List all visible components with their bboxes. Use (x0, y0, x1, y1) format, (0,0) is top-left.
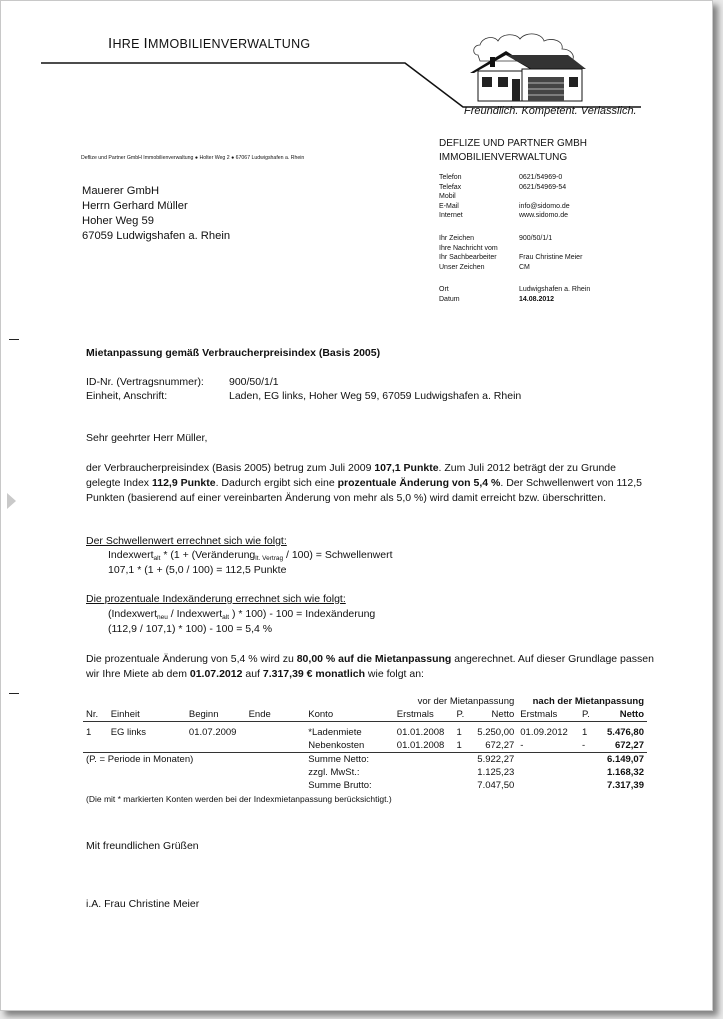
group-before: vor der Mietanpassung (417, 696, 515, 707)
contact-row: Mobil (439, 193, 456, 201)
reference-table (439, 234, 582, 272)
contact-table (439, 173, 570, 221)
contact-row: Telefax 0621/54969-54 (439, 183, 567, 191)
change-heading: Die prozentuale Indexänderung errechnet sich wie folgt: (86, 593, 346, 605)
table-row: 1 EG links 01.07.2009 *Ladenmiete 01.01.2008 1 5.250,00 01.09.2012 1 5.476,80 (86, 727, 644, 738)
totals-row: Summe Brutto: 7.047,50 7.317,39 (308, 780, 644, 791)
sender-line-1: DEFLIZE UND PARTNER GMBH (439, 138, 587, 149)
signature: i.A. Frau Christine Meier (86, 898, 200, 910)
unit-label: Einheit, Anschrift: (86, 390, 168, 402)
recipient-line: 67059 Ludwigshafen a. Rhein (82, 230, 231, 242)
contact-row: Internet www.sidomo.de (439, 212, 569, 220)
id-label: ID-Nr. (Vertragsnummer): (86, 376, 204, 388)
table-header-row: Nr. Einheit Beginn Ende Konto Erstmals P. Netto Erstmals P. Netto (83, 708, 647, 722)
threshold-heading: Der Schwellenwert errechnet sich wie folgt: (86, 535, 287, 547)
change-formula: (Indexwert$_{neu}$ / Indexwert$_{alt}$ ) * 100) - 100 = Indexänderung (108, 608, 376, 621)
rent-table (83, 695, 647, 805)
company-header: IHRE IMMOBILIENVERWALTUNG (108, 35, 311, 52)
recipient-line: Mauerer GmbH (82, 185, 160, 197)
period-note: (P. = Periode in Monaten) (86, 754, 194, 765)
id-value: 900/50/1/1 (229, 376, 279, 388)
threshold-formula: Indexwert$_{alt}$ * (1 + (Veränderung$_{lt. Vertrag}$ / 100) = Schwellenwert (108, 549, 393, 562)
sender-name (439, 137, 587, 165)
paragraph-index: der Verbraucherpreisindex (Basis 2005) betrug zum Juli 2009 107,1 Punkte. Zum Juli 2012 beträgt der zu Grunde gelegte Index 112,9 Punkte. Dadurch ergibt sich eine prozentuale Änderung von 5,4 %. Der Schwellenwert von 112,5 Punkten (basierend auf einer vereinbarten Änderung von mehr als 5,0 %) wird damit erreicht bzw. überschritten. (86, 462, 642, 504)
sender-line-2: IMMOBILIENVERWALTUNG (439, 152, 568, 163)
place-date-table (439, 285, 590, 304)
ref-row: Ihr Sachbearbeiter Frau Christine Meier (439, 254, 583, 262)
group-after: nach der Mietanpassung (532, 696, 644, 707)
threshold-calc: 107,1 * (1 + (5,0 / 100) = 112,5 Punkte (108, 564, 287, 576)
paragraph-adjustment: Die prozentuale Änderung von 5,4 % wird zu 80,00 % auf die Mietanpassung angerechnet. Auf dieser Grundlage passen wir Ihre Miete ab dem 01.07.2012 auf 7.317,39 € monatlich wie folgt an: (86, 653, 654, 680)
fold-mark (9, 693, 19, 694)
ref-row: Ihr Zeichen 900/50/1/1 (439, 235, 553, 242)
recipient-address (82, 184, 230, 244)
return-address: Deflize und Partner GmbH Immobilienverwaltung ● Holter Weg 2 ● 67067 Ludwigshafen a. Rhein (81, 155, 305, 161)
table-group-header (83, 695, 647, 708)
table-row: Nebenkosten 01.01.2008 1 672,27 - - 672,27 (83, 739, 647, 753)
closing: Mit freundlichen Grüßen (86, 840, 199, 852)
house-logo-icon (466, 27, 586, 103)
subject: Mietanpassung gemäß Verbraucherpreisindex (Basis 2005) (86, 347, 381, 359)
unit-value: Laden, EG links, Hoher Weg 59, 67059 Ludwigshafen a. Rhein (229, 390, 522, 402)
recipient-line: Hoher Weg 59 (82, 215, 154, 227)
contact-row: E-Mail info@sidomo.de (439, 202, 570, 210)
date-row: Datum 14.08.2012 (439, 295, 555, 303)
totals-row: (P. = Periode in Monaten) Summe Netto: 5.922,27 6.149,07 (83, 753, 647, 767)
page-marker-icon (7, 493, 16, 509)
recipient-line: Herrn Gerhard Müller (82, 200, 188, 212)
footnote-row (83, 792, 647, 805)
totals-row: zzgl. MwSt.: 1.125,23 1.168,32 (308, 767, 644, 778)
contact-row: Telefon 0621/54969-0 (439, 174, 563, 181)
change-calc: (112,9 / 107,1) * 100) - 100 = 5,4 % (108, 623, 273, 635)
salutation: Sehr geehrter Herr Müller, (86, 432, 208, 444)
ref-row: Ihre Nachricht vom (439, 244, 498, 252)
ref-row: Unser Zeichen CM (439, 263, 530, 271)
table-footnote: (Die mit * markierten Konten werden bei der Indexmietanpassung berücksichtigt.) (86, 793, 392, 804)
fold-mark (9, 339, 19, 340)
slogan: Freundlich. Kompetent. Verlässlich. (464, 105, 637, 117)
place-row: Ort Ludwigshafen a. Rhein (439, 286, 591, 293)
